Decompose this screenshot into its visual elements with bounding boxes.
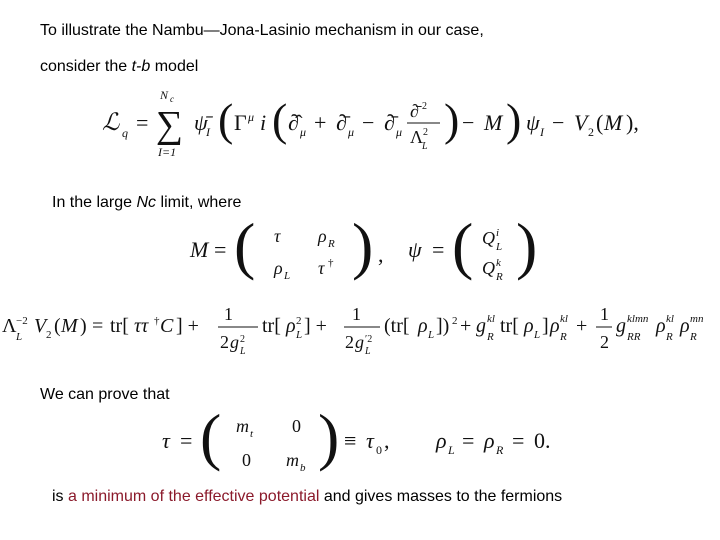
svg-text:=: = [462, 428, 475, 453]
svg-text:Λ: Λ [410, 127, 424, 147]
svg-text:kl: kl [487, 313, 495, 325]
svg-text:ℒ: ℒ [102, 110, 120, 136]
svg-text:=: = [136, 110, 149, 135]
svg-text:t: t [250, 428, 254, 440]
svg-text:kl: kl [666, 313, 674, 325]
svg-text:∂̂: ∂̂ [288, 110, 299, 135]
svg-text:L: L [365, 346, 371, 357]
svg-text:L: L [240, 346, 246, 357]
large-nc-line [52, 194, 241, 212]
svg-text:∂̄: ∂̄ [410, 101, 419, 121]
svg-text:ρ: ρ [656, 315, 666, 337]
svg-text:L: L [448, 443, 455, 457]
svg-text:L: L [284, 270, 291, 282]
intro-line-2 [40, 58, 198, 76]
svg-text:M: M [190, 237, 209, 262]
svg-text:Q: Q [482, 228, 495, 248]
svg-text:L: L [496, 241, 503, 253]
svg-text:0: 0 [292, 416, 301, 436]
svg-text:i: i [260, 110, 267, 135]
svg-text:(: ( [272, 94, 288, 145]
svg-text:mn: mn [690, 313, 704, 325]
svg-text:∑: ∑ [156, 104, 184, 146]
svg-text:klmn: klmn [627, 313, 649, 325]
svg-text:ψ̄: ψ̄ [194, 110, 208, 135]
intro-line-1: To illustrate the Nambu—Jona-Lasinio mechanism in our case, [40, 22, 484, 39]
svg-text:R: R [560, 331, 567, 343]
svg-text:(: ( [218, 94, 234, 145]
svg-text:R: R [496, 271, 503, 283]
svg-text:2: 2 [296, 315, 302, 327]
svg-text:M: M [604, 110, 623, 135]
svg-text:]: ] [542, 315, 549, 337]
svg-text:): ) [80, 315, 87, 337]
svg-text:=: = [92, 315, 104, 337]
svg-text:): ) [352, 212, 374, 281]
svg-text:ψ: ψ [526, 110, 540, 135]
svg-text:†: † [154, 315, 160, 327]
svg-text:R: R [328, 238, 335, 250]
svg-text:=: = [512, 428, 525, 453]
svg-text:I: I [206, 125, 210, 139]
svg-text:∂̄: ∂̄ [336, 110, 347, 135]
svg-text:−2: −2 [16, 315, 28, 327]
svg-text:L: L [296, 329, 303, 341]
svg-text:ρ: ρ [318, 226, 327, 246]
svg-text:I=1: I=1 [158, 145, 177, 159]
conclusion-line [52, 488, 562, 506]
svg-text:I: I [540, 125, 544, 139]
svg-text:R: R [690, 331, 697, 343]
svg-text:ρ: ρ [436, 428, 447, 453]
svg-text:RR: RR [627, 331, 641, 343]
svg-text:m: m [236, 416, 249, 436]
svg-text:R: R [487, 331, 494, 343]
svg-text:ρ: ρ [524, 315, 534, 337]
svg-text:′2: ′2 [365, 334, 373, 345]
svg-text:C: C [160, 315, 174, 337]
svg-text:tr[: tr[ [262, 315, 281, 337]
svg-text:=: = [180, 428, 193, 453]
svg-text:tr[: tr[ [110, 315, 129, 337]
nc-symbol: Nc [136, 194, 157, 211]
svg-text:+: + [576, 315, 588, 337]
svg-text:2: 2 [600, 332, 609, 352]
svg-text:+: + [314, 110, 327, 135]
svg-text:−: − [462, 110, 475, 135]
svg-text:R: R [666, 331, 673, 343]
svg-text:),: ), [626, 110, 639, 135]
svg-text:(: ( [54, 315, 61, 337]
svg-text:g: g [230, 332, 239, 352]
svg-text:L: L [534, 329, 541, 341]
svg-text:tr[: tr[ [500, 315, 519, 337]
svg-text:τ: τ [366, 428, 374, 453]
svg-text:+: + [460, 315, 472, 337]
svg-text:g: g [616, 315, 626, 337]
svg-text:(: ( [452, 212, 474, 281]
svg-text:V: V [574, 110, 588, 135]
svg-text:ρ: ρ [274, 258, 283, 278]
conclusion-prefix: is [52, 488, 68, 505]
svg-text:i: i [496, 227, 500, 239]
svg-text:b: b [300, 462, 306, 474]
svg-text:L: L [428, 329, 435, 341]
svg-text:−: − [552, 110, 565, 135]
svg-text:kl: kl [560, 313, 568, 325]
svg-text:2: 2 [423, 127, 428, 138]
svg-text:μ: μ [248, 110, 255, 124]
svg-text:] +: ] + [176, 315, 199, 337]
svg-text:M: M [484, 110, 503, 135]
conclusion-suffix: and gives masses to the fermions [319, 488, 563, 505]
svg-text:τ: τ [274, 226, 281, 246]
svg-text:μ: μ [300, 125, 307, 139]
model-name: t-b [131, 58, 151, 75]
svg-text:Λ: Λ [2, 315, 17, 337]
svg-text:c: c [170, 94, 174, 104]
prove-line: We can prove that [40, 386, 170, 403]
large-nc-suffix: limit, where [156, 194, 242, 211]
svg-text:2: 2 [220, 332, 229, 352]
svg-text:] +: ] + [304, 315, 327, 337]
svg-text:=: = [214, 237, 227, 262]
svg-text:N: N [160, 88, 169, 102]
svg-text:2: 2 [422, 101, 427, 112]
svg-text:Q: Q [482, 258, 495, 278]
svg-text:1: 1 [224, 304, 233, 324]
svg-text:†: † [328, 257, 334, 269]
svg-text:L: L [422, 141, 428, 152]
svg-text:ττ: ττ [134, 315, 149, 337]
svg-text:2: 2 [345, 332, 354, 352]
svg-text:M: M [61, 315, 78, 337]
lagrangian-equation [100, 85, 660, 160]
large-nc-prefix: In the large [52, 194, 137, 211]
svg-text:∂̄: ∂̄ [384, 110, 395, 135]
matrix-definitions [188, 212, 548, 290]
intro-line-2-prefix: consider the [40, 58, 132, 75]
svg-text:τ: τ [318, 258, 325, 278]
svg-text:Γ: Γ [234, 110, 247, 135]
svg-text:V: V [34, 315, 47, 337]
svg-text:1: 1 [600, 304, 609, 324]
svg-text:0: 0 [376, 443, 382, 457]
svg-text:g: g [476, 315, 486, 337]
svg-text:,: , [384, 428, 390, 453]
svg-text:=: = [432, 237, 445, 262]
svg-text:): ) [506, 94, 522, 145]
svg-text:R: R [496, 443, 504, 457]
svg-text:τ: τ [162, 428, 170, 453]
svg-text:L: L [16, 331, 23, 343]
svg-text:0: 0 [242, 450, 251, 470]
svg-text:1: 1 [352, 304, 361, 324]
potential-equation [0, 300, 720, 362]
svg-text:(tr[: (tr[ [384, 315, 410, 337]
svg-text:ρ: ρ [680, 315, 690, 337]
conclusion-highlight: a minimum of the effective potential [68, 488, 320, 505]
svg-text:ρ: ρ [286, 315, 296, 337]
svg-text:0.: 0. [534, 428, 551, 453]
svg-text:ρ: ρ [418, 315, 428, 337]
svg-text:≡: ≡ [344, 428, 357, 453]
svg-text:2: 2 [452, 315, 458, 327]
svg-text:μ: μ [348, 125, 355, 139]
svg-text:,: , [378, 242, 384, 267]
svg-text:): ) [318, 402, 340, 472]
svg-text:2: 2 [588, 125, 594, 139]
svg-text:μ: μ [396, 125, 403, 139]
svg-text:q: q [122, 126, 128, 140]
svg-text:k: k [496, 257, 501, 269]
svg-text:m: m [286, 450, 299, 470]
svg-text:2: 2 [240, 334, 245, 345]
intro-line-2-suffix: model [150, 58, 199, 75]
svg-text:ψ: ψ [408, 237, 422, 262]
svg-text:(: ( [596, 110, 604, 135]
svg-text:): ) [516, 212, 538, 281]
svg-text:): ) [444, 94, 460, 145]
svg-text:ρ: ρ [484, 428, 495, 453]
svg-text:g: g [355, 332, 364, 352]
svg-text:ρ: ρ [550, 315, 560, 337]
svg-text:−: − [362, 110, 375, 135]
svg-text:]): ]) [436, 315, 450, 337]
svg-text:2: 2 [46, 329, 52, 341]
svg-text:(: ( [234, 212, 256, 281]
minimum-solution [160, 402, 580, 482]
svg-text:(: ( [200, 402, 222, 472]
